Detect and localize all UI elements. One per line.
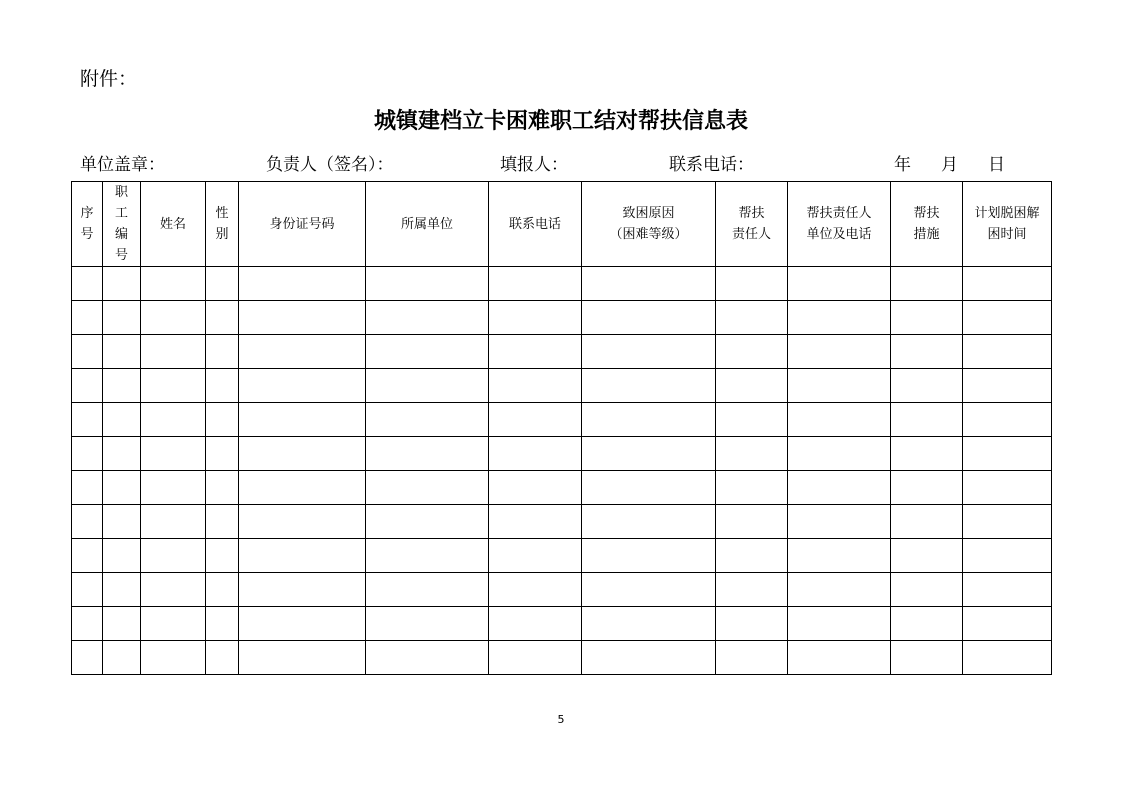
table-cell[interactable] <box>489 301 582 335</box>
table-cell[interactable] <box>206 437 239 471</box>
header-work-unit: 所属单位 <box>366 182 489 267</box>
table-cell[interactable] <box>239 403 366 437</box>
table-cell[interactable] <box>103 505 141 539</box>
table-cell[interactable] <box>366 369 489 403</box>
table-cell[interactable] <box>103 607 141 641</box>
table-cell[interactable] <box>239 335 366 369</box>
table-cell[interactable] <box>788 437 891 471</box>
table-cell[interactable] <box>788 335 891 369</box>
table-cell[interactable] <box>891 641 963 675</box>
table-cell[interactable] <box>366 335 489 369</box>
table-cell[interactable] <box>489 403 582 437</box>
table-cell[interactable] <box>103 573 141 607</box>
table-cell[interactable] <box>788 267 891 301</box>
table-cell[interactable] <box>788 369 891 403</box>
table-cell[interactable] <box>206 573 239 607</box>
table-row <box>72 607 1052 641</box>
table-cell[interactable] <box>239 641 366 675</box>
table-cell[interactable] <box>206 403 239 437</box>
table-cell[interactable] <box>963 369 1052 403</box>
table-cell[interactable] <box>716 369 788 403</box>
table-cell[interactable] <box>891 267 963 301</box>
table-row <box>72 301 1052 335</box>
table-cell[interactable] <box>103 641 141 675</box>
table-cell[interactable] <box>963 471 1052 505</box>
table-cell[interactable] <box>716 335 788 369</box>
day-label: 日 <box>988 155 1005 175</box>
table-cell[interactable] <box>72 267 103 301</box>
table-cell[interactable] <box>716 267 788 301</box>
table-cell[interactable] <box>366 505 489 539</box>
table-cell[interactable] <box>206 369 239 403</box>
header-id-number: 身份证号码 <box>239 182 366 267</box>
header-planned-exit-time: 计划脱困解 困时间 <box>963 182 1052 267</box>
table-cell[interactable] <box>489 641 582 675</box>
table-cell[interactable] <box>366 403 489 437</box>
table-cell[interactable] <box>963 267 1052 301</box>
table-cell[interactable] <box>239 267 366 301</box>
table-row <box>72 539 1052 573</box>
table-cell[interactable] <box>366 607 489 641</box>
table-cell[interactable] <box>582 267 716 301</box>
table-cell[interactable] <box>891 539 963 573</box>
table-cell[interactable] <box>141 335 206 369</box>
table-cell[interactable] <box>366 573 489 607</box>
header-phone: 联系电话 <box>489 182 582 267</box>
table-cell[interactable] <box>141 505 206 539</box>
table-cell[interactable] <box>72 539 103 573</box>
table-cell[interactable] <box>366 267 489 301</box>
table-cell[interactable] <box>366 471 489 505</box>
table-cell[interactable] <box>206 539 239 573</box>
table-cell[interactable] <box>963 573 1052 607</box>
table-cell[interactable] <box>891 335 963 369</box>
table-cell[interactable] <box>366 641 489 675</box>
table-cell[interactable] <box>141 403 206 437</box>
table-cell[interactable] <box>963 641 1052 675</box>
table-cell[interactable] <box>239 607 366 641</box>
table-cell[interactable] <box>582 505 716 539</box>
table-cell[interactable] <box>141 539 206 573</box>
table-cell[interactable] <box>891 607 963 641</box>
table-cell[interactable] <box>891 471 963 505</box>
table-cell[interactable] <box>103 267 141 301</box>
table-cell[interactable] <box>891 573 963 607</box>
table-row <box>72 369 1052 403</box>
table-row <box>72 641 1052 675</box>
table-cell[interactable] <box>582 301 716 335</box>
table-cell[interactable] <box>716 505 788 539</box>
table-cell[interactable] <box>239 539 366 573</box>
table-cell[interactable] <box>103 539 141 573</box>
header-hardship-cause: 致困原因 （困难等级） <box>582 182 716 267</box>
table-cell[interactable] <box>489 437 582 471</box>
table-cell[interactable] <box>206 471 239 505</box>
table-cell[interactable] <box>963 335 1052 369</box>
table-cell[interactable] <box>206 505 239 539</box>
table-cell[interactable] <box>891 505 963 539</box>
assistance-info-table <box>71 181 1052 675</box>
table-row <box>72 403 1052 437</box>
table-cell[interactable] <box>206 267 239 301</box>
table-row <box>72 505 1052 539</box>
table-cell[interactable] <box>489 369 582 403</box>
table-row <box>72 267 1052 301</box>
table-cell[interactable] <box>716 437 788 471</box>
table-cell[interactable] <box>788 471 891 505</box>
table-cell[interactable] <box>716 471 788 505</box>
table-cell[interactable] <box>366 437 489 471</box>
table-cell[interactable] <box>788 641 891 675</box>
table-cell[interactable] <box>489 573 582 607</box>
table-cell[interactable] <box>206 641 239 675</box>
table-cell[interactable] <box>366 301 489 335</box>
header-gender: 性 别 <box>206 182 239 267</box>
table-cell[interactable] <box>788 301 891 335</box>
table-cell[interactable] <box>963 437 1052 471</box>
table-cell[interactable] <box>489 335 582 369</box>
table-cell[interactable] <box>103 437 141 471</box>
table-cell[interactable] <box>366 539 489 573</box>
table-cell[interactable] <box>141 369 206 403</box>
table-cell[interactable] <box>103 403 141 437</box>
document-title: 城镇建档立卡困难职工结对帮扶信息表 <box>373 109 748 134</box>
table-cell[interactable] <box>239 301 366 335</box>
table-cell[interactable] <box>716 607 788 641</box>
table-cell[interactable] <box>582 607 716 641</box>
table-cell[interactable] <box>72 403 103 437</box>
table-header-row <box>72 182 1052 267</box>
table-cell[interactable] <box>788 505 891 539</box>
table-cell[interactable] <box>788 403 891 437</box>
table-cell[interactable] <box>141 471 206 505</box>
table-cell[interactable] <box>141 573 206 607</box>
header-name: 姓名 <box>141 182 206 267</box>
page-number: 5 <box>557 713 565 726</box>
table-cell[interactable] <box>72 641 103 675</box>
table-cell[interactable] <box>72 505 103 539</box>
attachment-label: 附件： <box>80 68 138 90</box>
table-cell[interactable] <box>489 505 582 539</box>
table-row <box>72 573 1052 607</box>
responsible-person-label: 负责人（签名）： <box>266 155 394 175</box>
table-cell[interactable] <box>788 539 891 573</box>
table-cell[interactable] <box>206 335 239 369</box>
table-cell[interactable] <box>141 301 206 335</box>
table-cell[interactable] <box>103 301 141 335</box>
table-cell[interactable] <box>141 607 206 641</box>
table-cell[interactable] <box>239 437 366 471</box>
table-cell[interactable] <box>963 607 1052 641</box>
header-employee-id: 职 工 编 号 <box>103 182 141 267</box>
table-cell[interactable] <box>963 539 1052 573</box>
table-cell[interactable] <box>716 301 788 335</box>
table-cell[interactable] <box>716 573 788 607</box>
table-cell[interactable] <box>891 437 963 471</box>
table-cell[interactable] <box>72 301 103 335</box>
table-cell[interactable] <box>141 641 206 675</box>
table-cell[interactable] <box>489 471 582 505</box>
table-cell[interactable] <box>716 403 788 437</box>
table-cell[interactable] <box>239 505 366 539</box>
table-row <box>72 335 1052 369</box>
table-cell[interactable] <box>582 573 716 607</box>
table-cell[interactable] <box>963 403 1052 437</box>
table-cell[interactable] <box>489 267 582 301</box>
table-cell[interactable] <box>489 539 582 573</box>
table-cell[interactable] <box>582 471 716 505</box>
header-responsible-helper: 帮扶 责任人 <box>716 182 788 267</box>
unit-seal-label: 单位盖章： <box>80 155 165 175</box>
table-cell[interactable] <box>963 301 1052 335</box>
table-cell[interactable] <box>963 505 1052 539</box>
table-cell[interactable] <box>891 301 963 335</box>
table-cell[interactable] <box>582 335 716 369</box>
table-cell[interactable] <box>716 641 788 675</box>
table-cell[interactable] <box>788 607 891 641</box>
table-cell[interactable] <box>239 369 366 403</box>
year-label: 年 <box>894 155 911 175</box>
table-cell[interactable] <box>141 267 206 301</box>
table-cell[interactable] <box>891 403 963 437</box>
header-serial-number: 序 号 <box>72 182 103 267</box>
table-cell[interactable] <box>891 369 963 403</box>
table-cell[interactable] <box>788 573 891 607</box>
table-cell[interactable] <box>582 437 716 471</box>
table-cell[interactable] <box>103 335 141 369</box>
table-cell[interactable] <box>141 437 206 471</box>
table-cell[interactable] <box>72 437 103 471</box>
table-cell[interactable] <box>72 573 103 607</box>
header-assistance-measures: 帮扶 措施 <box>891 182 963 267</box>
table-cell[interactable] <box>582 641 716 675</box>
table-cell[interactable] <box>582 539 716 573</box>
table-cell[interactable] <box>72 335 103 369</box>
header-helper-unit-phone: 帮扶责任人 单位及电话 <box>788 182 891 267</box>
table-cell[interactable] <box>206 607 239 641</box>
table-cell[interactable] <box>72 471 103 505</box>
table-cell[interactable] <box>489 607 582 641</box>
table-cell[interactable] <box>103 369 141 403</box>
table-cell[interactable] <box>72 607 103 641</box>
table-cell[interactable] <box>239 471 366 505</box>
table-cell[interactable] <box>206 301 239 335</box>
table-cell[interactable] <box>582 403 716 437</box>
table-cell[interactable] <box>716 539 788 573</box>
month-label: 月 <box>941 155 958 175</box>
reporter-label: 填报人： <box>500 155 568 175</box>
table-cell[interactable] <box>582 369 716 403</box>
table-cell[interactable] <box>72 369 103 403</box>
contact-phone-label: 联系电话： <box>669 155 754 175</box>
table-body <box>72 267 1052 675</box>
table-cell[interactable] <box>239 573 366 607</box>
table-cell[interactable] <box>103 471 141 505</box>
table-row <box>72 471 1052 505</box>
table-row <box>72 437 1052 471</box>
